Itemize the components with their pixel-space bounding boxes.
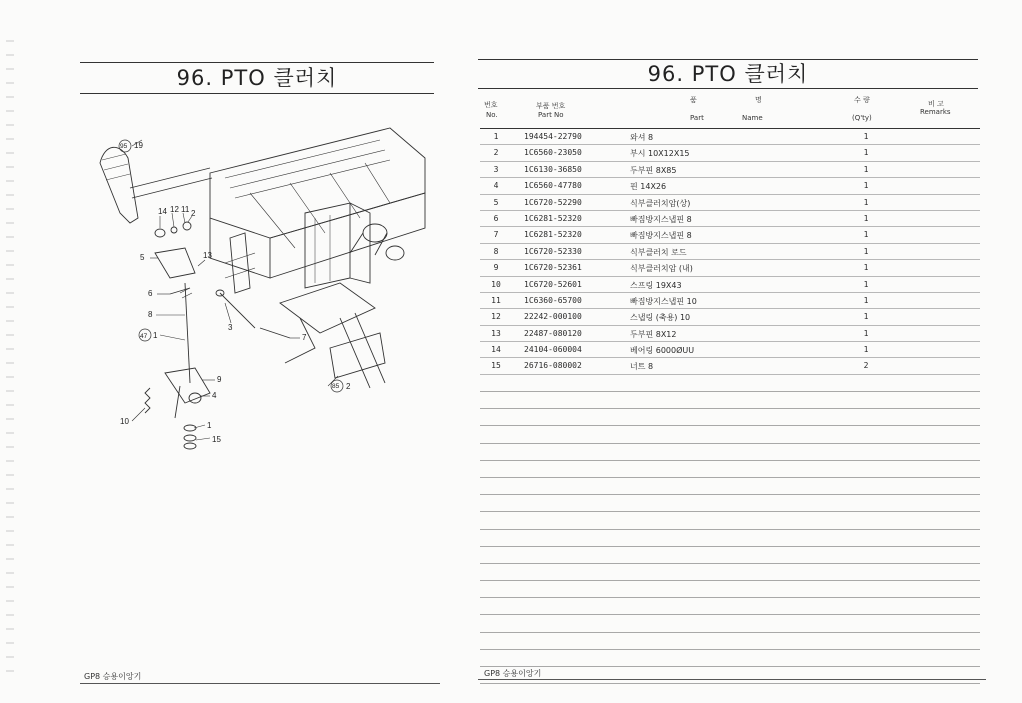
- table-row: [480, 309, 980, 325]
- blank-table-line: [480, 581, 980, 598]
- callout-9: 9: [217, 375, 222, 384]
- table-row: [480, 326, 980, 342]
- table-row: [480, 145, 980, 161]
- row-number: 14: [491, 345, 501, 355]
- blank-table-line: [480, 530, 980, 547]
- blank-table-line: [480, 461, 980, 478]
- row-number: 3: [493, 164, 499, 174]
- row-part-name: 스냅링 (축용) 10: [630, 313, 691, 323]
- left-page-title-box: [80, 62, 434, 94]
- row-number: 9: [493, 263, 499, 273]
- row-part-number: 1C6281-52320: [524, 213, 582, 223]
- header-name-en-2: Name: [742, 114, 763, 122]
- row-number: 6: [493, 213, 499, 223]
- row-part-name: 빠짐방지스냅핀 8: [630, 231, 692, 241]
- parts-table-blank-rows: [480, 375, 980, 684]
- row-part-number: 1C6720-52290: [524, 197, 582, 207]
- callout-6: 6: [148, 289, 153, 298]
- blank-table-line: [480, 375, 980, 392]
- row-part-name: 식부클러치암(상): [630, 198, 691, 208]
- header-no-kr: 번호: [484, 101, 498, 109]
- row-part-name: 스프링 19X43: [630, 280, 682, 290]
- blank-table-line: [480, 615, 980, 632]
- row-quantity: 1: [863, 213, 869, 223]
- table-row: [480, 195, 980, 211]
- header-name-kr-2: 명: [755, 96, 762, 104]
- table-row: [480, 244, 980, 260]
- row-part-name: 베어링 6000ØUU: [630, 346, 695, 356]
- row-number: 13: [491, 328, 501, 338]
- row-number: 5: [493, 197, 499, 207]
- callout-10: 10: [120, 417, 129, 426]
- blank-table-line: [480, 547, 980, 564]
- left-page-title: 96. PTO 클러치: [176, 66, 338, 90]
- row-part-name: 식부클러치 로드: [630, 247, 687, 257]
- row-part-name: 너트 8: [630, 362, 654, 372]
- row-number: 8: [493, 246, 499, 256]
- parts-table: [480, 92, 980, 684]
- row-part-number: 1C6281-52320: [524, 230, 582, 240]
- row-part-number: 1C6130-36850: [524, 164, 582, 174]
- column-block: [305, 203, 350, 288]
- pedal: [100, 147, 138, 223]
- row-number: 15: [491, 361, 501, 371]
- header-qty-kr: 수 량: [854, 96, 870, 104]
- row-part-name: 핀 14X26: [630, 182, 667, 192]
- exploded-parts-diagram: [90, 118, 440, 458]
- blank-table-line: [480, 564, 980, 581]
- right-page-title-box: [478, 59, 978, 89]
- callout-7: 7: [302, 333, 307, 342]
- row-quantity: 1: [863, 263, 869, 273]
- header-part-no-en: Part No: [538, 111, 564, 119]
- row-part-number: 22242-000100: [524, 312, 582, 322]
- row-quantity: 1: [863, 181, 869, 191]
- table-row: [480, 162, 980, 178]
- header-part-no-kr: 부품 번호: [536, 102, 566, 110]
- row-part-name: 부시 10X12X15: [630, 149, 690, 159]
- row-part-name: 빠짐방지스냅핀 8: [630, 214, 692, 224]
- row-part-number: 1C6720-52361: [524, 263, 582, 273]
- row-part-name: 두부핀 8X12: [630, 329, 677, 339]
- clutch-arm-inner: [165, 368, 210, 403]
- blank-table-line: [480, 667, 980, 684]
- row-number: 7: [493, 230, 499, 240]
- cylinder-2: [386, 246, 404, 260]
- row-quantity: 1: [863, 148, 869, 158]
- blank-table-line: [480, 478, 980, 495]
- callout-11: 11: [181, 205, 190, 214]
- row-part-number: 26716-080002: [524, 361, 582, 371]
- left-page: [0, 0, 470, 703]
- callout-4: 4: [212, 391, 217, 400]
- callout-2: 2: [191, 209, 196, 218]
- row-quantity: 1: [863, 132, 869, 141]
- header-remarks-en: Remarks: [920, 108, 951, 116]
- frame-side-face: [270, 193, 425, 278]
- table-row: [480, 178, 980, 194]
- circled-ref-85: 85: [332, 383, 340, 390]
- right-page: [470, 0, 1022, 703]
- header-remarks-kr: 비 고: [928, 100, 944, 108]
- circled-ref-85-item: 2: [346, 382, 351, 391]
- circled-ref-47-item: 1: [153, 331, 158, 340]
- row-part-number: 1C6360-65700: [524, 295, 582, 305]
- parts-table-body: [480, 129, 980, 375]
- row-number: 4: [493, 181, 499, 191]
- table-row: [480, 358, 980, 374]
- row-quantity: 1: [863, 345, 869, 355]
- row-quantity: 1: [863, 246, 869, 256]
- row-quantity: 1: [863, 312, 869, 322]
- row-number: 11: [491, 295, 501, 305]
- blank-table-line: [480, 512, 980, 529]
- row-part-name: 빠짐방지스냅핀 10: [630, 296, 697, 306]
- row-part-name: 와셔 8: [630, 133, 654, 142]
- row-part-name: 식부클러치암 (내): [630, 264, 693, 274]
- row-quantity: 1: [863, 295, 869, 305]
- callout-12: 12: [170, 205, 179, 214]
- table-row: [480, 342, 980, 358]
- row-part-number: 22487-080120: [524, 328, 582, 338]
- table-row: [480, 129, 980, 145]
- left-bracket: [230, 233, 250, 293]
- right-page-footer: GP8 승용이앙기: [484, 669, 542, 678]
- blank-table-line: [480, 495, 980, 512]
- table-row: [480, 260, 980, 276]
- left-footer-rule: [80, 683, 440, 684]
- circled-ref-95-item: 19: [134, 141, 143, 150]
- callout-15: 15: [212, 435, 221, 444]
- parts-table-header: [480, 92, 980, 129]
- callout-8: 8: [148, 310, 153, 319]
- row-quantity: 1: [863, 279, 869, 289]
- frame-front-face: [210, 218, 270, 278]
- frame-top-plate: [210, 128, 425, 238]
- circled-ref-47: 47: [140, 333, 148, 340]
- row-quantity: 1: [863, 197, 869, 207]
- row-part-number: 24104-060004: [524, 345, 582, 355]
- right-footer-rule: [478, 679, 986, 680]
- row-quantity: 1: [863, 328, 869, 338]
- table-row: [480, 293, 980, 309]
- clutch-arm-upper: [155, 248, 195, 278]
- table-row: [480, 277, 980, 293]
- row-part-number: 194454-22790: [524, 132, 582, 141]
- spring: [145, 388, 150, 413]
- row-quantity: 1: [863, 164, 869, 174]
- blank-table-line: [480, 633, 980, 650]
- row-part-name: 두부핀 8X85: [630, 165, 677, 175]
- row-quantity: 1: [863, 230, 869, 240]
- row-number: 10: [491, 279, 501, 289]
- right-page-title: 96. PTO 클러치: [647, 62, 809, 86]
- row-quantity: 2: [863, 361, 869, 371]
- row-number: 12: [491, 312, 501, 322]
- circled-ref-95: 95: [120, 143, 128, 150]
- blank-table-line: [480, 598, 980, 615]
- blank-table-line: [480, 444, 980, 461]
- blank-table-line: [480, 650, 980, 667]
- row-number: 2: [493, 148, 499, 158]
- row-part-number: 1C6560-47780: [524, 181, 582, 191]
- callout-3: 3: [228, 323, 233, 332]
- table-row: [480, 211, 980, 227]
- header-name-kr-1: 품: [690, 96, 697, 104]
- header-qty-en: (Q'ty): [852, 114, 872, 122]
- clutch-rod: [185, 283, 190, 383]
- callout-5: 5: [140, 253, 145, 262]
- header-name-en-1: Part: [690, 114, 704, 122]
- callout-13: 13: [203, 251, 212, 260]
- header-no-en: No.: [486, 111, 498, 119]
- blank-table-line: [480, 409, 980, 426]
- row-part-number: 1C6720-52601: [524, 279, 582, 289]
- row-part-number: 1C6560-23050: [524, 148, 582, 158]
- callout-14: 14: [158, 207, 167, 216]
- blank-table-line: [480, 426, 980, 443]
- table-row: [480, 227, 980, 243]
- row-part-number: 1C6720-52330: [524, 246, 582, 256]
- callout-1: 1: [207, 421, 212, 430]
- blank-table-line: [480, 392, 980, 409]
- scan-edge: [6, 40, 14, 680]
- left-page-footer: GP8 승용이앙기: [84, 672, 142, 681]
- row-number: 1: [493, 132, 499, 141]
- pin-3: [220, 293, 255, 328]
